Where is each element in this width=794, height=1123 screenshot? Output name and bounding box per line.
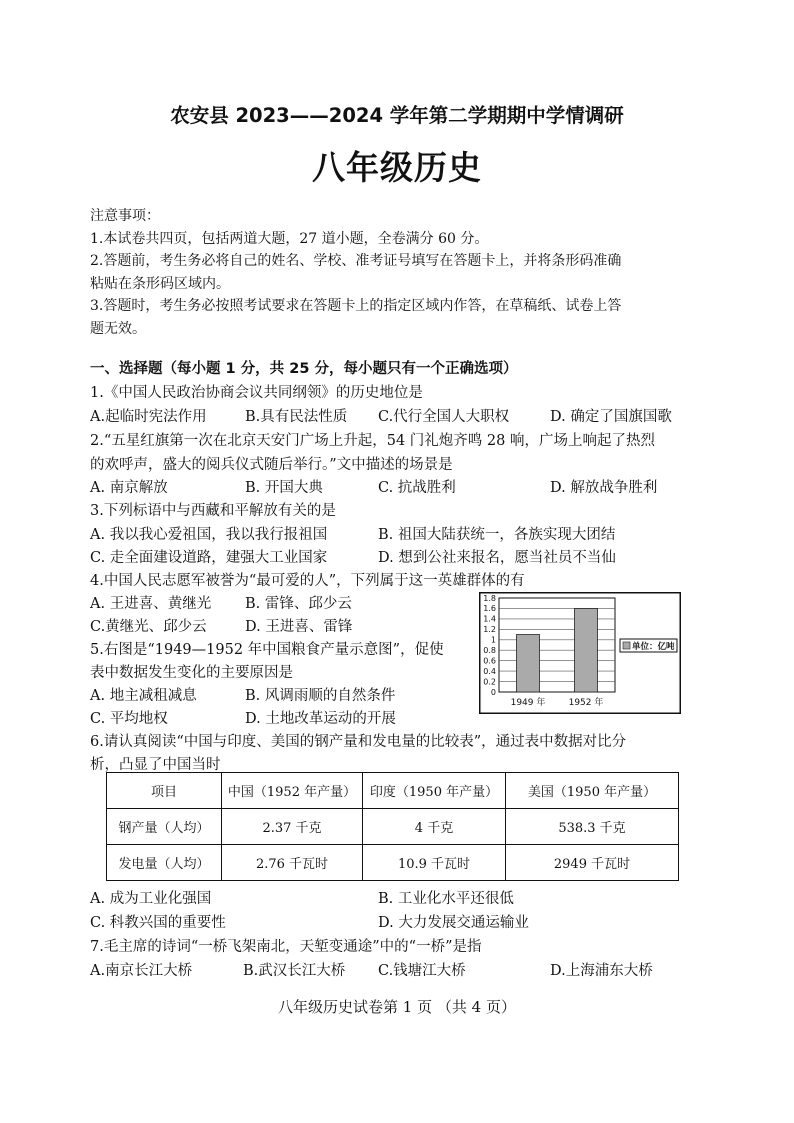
q3-option-a: A. 我以我心爱祖国，我以我行报祖国 <box>90 527 328 543</box>
table-cell: 钢产量（人均） <box>107 809 222 845</box>
section-heading: 一、选择题（每小题 1 分，共 25 分，每小题只有一个正确选项） <box>90 361 518 377</box>
table-cell: 4 千克 <box>363 809 506 845</box>
y-tick-label: 0 <box>490 687 496 697</box>
q6-option-d: D. 大力发展交通运输业 <box>378 915 529 931</box>
q6-option-a: A. 成为工业化强国 <box>90 891 212 907</box>
table-header-cell: 中国（1952 年产量） <box>222 773 363 809</box>
question-1-stem: 1.《中国人民政治协商会议共同纲领》的历史地位是 <box>90 385 423 401</box>
q4-option-a: A. 王进喜、黄继光 <box>90 596 212 612</box>
q1-option-c: C.代行全国人大职权 <box>378 409 510 425</box>
q3-option-c: C. 走全面建设道路，建强大工业国家 <box>90 550 328 566</box>
notes-line: 1.本试卷共四页，包括两道大题，27 道小题，全卷满分 60 分。 <box>90 230 489 247</box>
y-tick-label: 1.6 <box>483 604 496 614</box>
exam-title: 农安县 2023——2024 学年第二学期期中学情调研 <box>170 104 624 127</box>
legend-swatch <box>623 642 630 649</box>
q7-option-b: B.武汉长江大桥 <box>243 963 346 979</box>
y-tick-label: 0.4 <box>483 666 496 676</box>
notes-line: 3.答题时，考生务必按照考试要求在答题卡上的指定区域内作答，在草稿纸、试卷上答 <box>90 298 622 314</box>
q3-option-d: D. 想到公社来报名，愿当社员不当仙 <box>378 550 616 566</box>
table-header-row <box>107 773 679 809</box>
question-4-stem: 4.中国人民志愿军被誉为“最可爱的人”，下列属于这一英雄群体的有 <box>90 573 525 589</box>
q2-option-d: D. 解放战争胜利 <box>550 480 658 496</box>
question-6-stem-cont: 析，凸显了中国当时 <box>90 757 221 773</box>
q5-option-a: A. 地主减租减息 <box>90 688 197 704</box>
table-cell: 2.37 千克 <box>222 809 363 845</box>
q6-option-c: C. 科教兴国的重要性 <box>90 915 226 931</box>
bar <box>575 608 598 692</box>
q2-option-a: A. 南京解放 <box>90 480 168 496</box>
q1-option-d: D. 确定了国旗国歌 <box>550 409 672 425</box>
notes-line: 2.答题前，考生务必将自己的姓名、学校、准考证号填写在答题卡上，并将条形码准确 <box>90 253 622 269</box>
q2-option-b: B. 开国大典 <box>245 480 323 496</box>
q7-option-a: A.南京长江大桥 <box>90 963 193 979</box>
q3-option-b: B. 祖国大陆获统一，各族实现大团结 <box>378 527 616 543</box>
q4-option-d: D. 王进喜、雷锋 <box>245 619 353 635</box>
table-header-cell: 美国（1950 年产量） <box>506 773 679 809</box>
notes-block <box>90 205 720 340</box>
question-5-stem-cont: 表中数据发生变化的主要原因是 <box>90 665 293 681</box>
table-header-cell: 项目 <box>107 773 222 809</box>
y-tick-label: 0.6 <box>483 656 496 666</box>
table-cell: 2.76 千瓦时 <box>222 845 363 881</box>
subject-title: 八年级历史 <box>312 148 482 187</box>
table-row <box>107 809 679 845</box>
bar <box>517 635 540 692</box>
y-tick-label: 1 <box>490 635 496 645</box>
page-footer: 八年级历史试卷第 1 页 （共 4 页） <box>278 998 516 1016</box>
y-tick-label: 1.4 <box>483 614 496 624</box>
q5-option-c: C. 平均地权 <box>90 711 168 727</box>
table-cell: 2949 千瓦时 <box>506 845 679 881</box>
grain-output-chart <box>479 592 681 714</box>
y-tick-label: 1.2 <box>483 625 496 635</box>
y-tick-label: 0.2 <box>483 677 496 687</box>
table-cell: 10.9 千瓦时 <box>363 845 506 881</box>
table-cell: 发电量（人均） <box>107 845 222 881</box>
question-6-stem: 6.请认真阅读“中国与印度、美国的钢产量和发电量的比较表”，通过表中数据对比分 <box>90 734 627 750</box>
question-2-stem: 2.“五星红旗第一次在北京天安门广场上升起，54 门礼炮齐鸣 28 响，广场上响起了热烈 <box>90 433 655 449</box>
notes-line: 题无效。 <box>90 320 146 337</box>
x-tick-label: 1949 年 <box>510 698 546 708</box>
q7-option-d: D.上海浦东大桥 <box>550 963 653 979</box>
y-tick-label: 0.8 <box>483 646 496 656</box>
grain-output-chart-svg <box>479 592 681 714</box>
legend-label: 单位：亿吨 <box>632 642 675 652</box>
y-tick-label: 1.8 <box>483 593 496 603</box>
table-header-cell: 印度（1950 年产量） <box>363 773 506 809</box>
q7-option-c: C.钱塘江大桥 <box>378 963 466 979</box>
q6-option-b: B. 工业化水平还很低 <box>378 891 514 907</box>
question-7-stem: 7.毛主席的诗词“一桥飞架南北，天堑变通途”中的“一桥”是指 <box>90 939 482 955</box>
notes-heading: 注意事项： <box>90 208 160 224</box>
notes-line: 粘贴在条形码区域内。 <box>90 275 230 292</box>
question-3-stem: 3.下列标语中与西藏和平解放有关的是 <box>90 503 336 519</box>
table-row <box>107 845 679 881</box>
comparison-table <box>106 772 679 881</box>
q1-option-b: B.具有民法性质 <box>245 409 348 425</box>
q4-option-c: C.黄继光、邱少云 <box>90 619 207 635</box>
q4-option-b: B. 雷锋、邱少云 <box>245 596 352 612</box>
q5-option-d: D. 土地改革运动的开展 <box>245 711 396 727</box>
q2-option-c: C. 抗战胜利 <box>378 480 456 496</box>
question-2-stem-cont: 的欢呼声，盛大的阅兵仪式随后举行。”文中描述的场景是 <box>90 457 453 473</box>
table-cell: 538.3 千克 <box>506 809 679 845</box>
x-tick-label: 1952 年 <box>568 698 604 708</box>
q5-option-b: B. 风调雨顺的自然条件 <box>245 688 396 704</box>
q1-option-a: A.起临时宪法作用 <box>90 409 207 425</box>
question-5-stem: 5.右图是“1949—1952 年中国粮食产量示意图”，促使 <box>90 642 444 658</box>
